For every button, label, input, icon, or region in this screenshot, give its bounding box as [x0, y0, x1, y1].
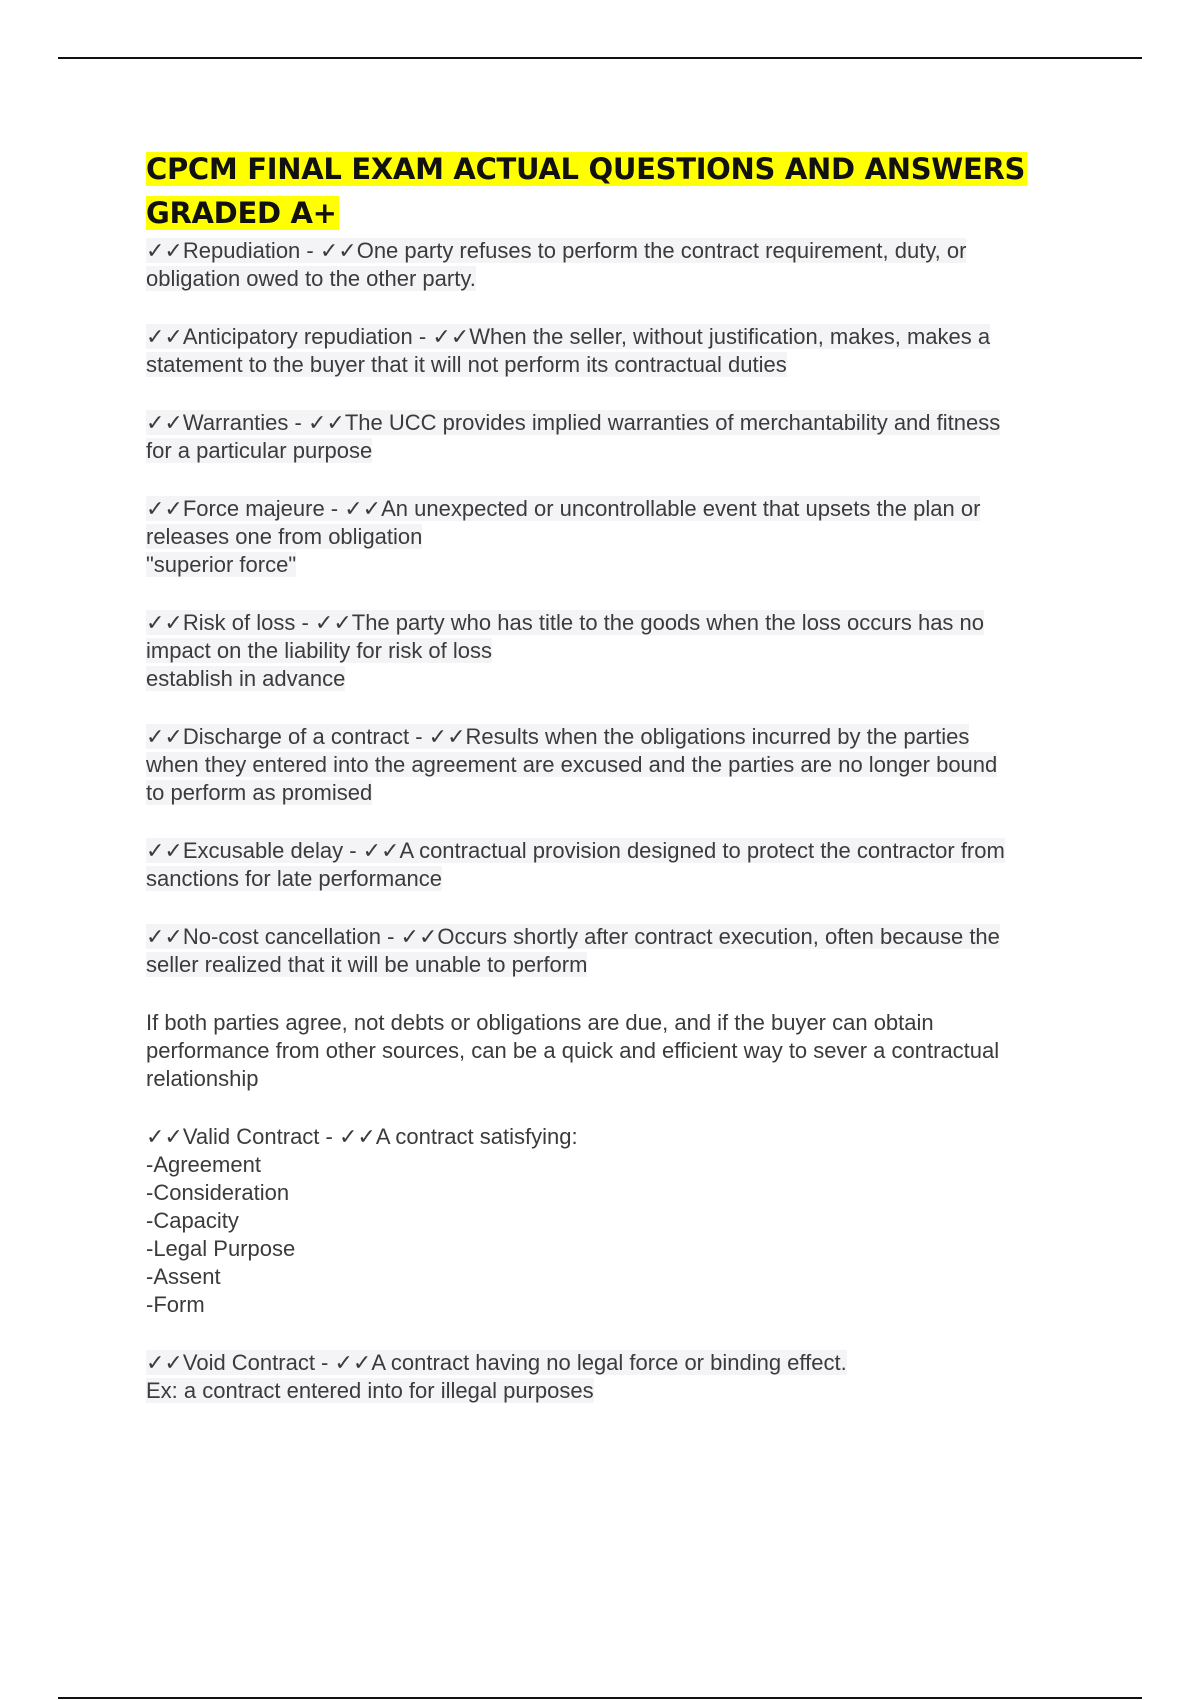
entry-line: relationship: [146, 1066, 259, 1091]
entry-line: ✓✓Valid Contract - ✓✓A contract satisfying:: [146, 1124, 578, 1149]
entry-line: If both parties agree, not debts or obligations are due, and if the buyer can obtain: [146, 1010, 934, 1035]
entry-warranties: [146, 409, 1106, 465]
document-body: [146, 147, 1106, 1435]
entry-line: ✓✓Repudiation - ✓✓One party refuses to perform the contract requirement, duty, or: [146, 238, 967, 263]
entry-line: sanctions for late performance: [146, 866, 442, 891]
bottom-rule: [58, 1697, 1142, 1699]
entry-line: ✓✓No-cost cancellation - ✓✓Occurs shortly after contract execution, often because the: [146, 924, 1000, 949]
entry-line: to perform as promised: [146, 780, 373, 805]
entry-line: -Legal Purpose: [146, 1236, 296, 1261]
title-line-1: CPCM FINAL EXAM ACTUAL QUESTIONS AND ANSWERS: [146, 152, 1026, 186]
document-title: [146, 147, 1106, 235]
entry-line: when they entered into the agreement are excused and the parties are no longer bound: [146, 752, 998, 777]
entry-anticipatory-repudiation: [146, 323, 1106, 379]
entry-risk-of-loss: [146, 609, 1106, 693]
title-line-2: GRADED A+: [146, 196, 337, 230]
entry-line: for a particular purpose: [146, 438, 373, 463]
entry-line: ✓✓Excusable delay - ✓✓A contractual provision designed to protect the contractor from: [146, 838, 1005, 863]
entry-line: establish in advance: [146, 666, 346, 691]
entry-line: -Capacity: [146, 1208, 239, 1233]
entry-line: ✓✓Void Contract - ✓✓A contract having no legal force or binding effect.: [146, 1350, 847, 1375]
entry-line: ✓✓Risk of loss - ✓✓The party who has title to the goods when the loss occurs has no: [146, 610, 985, 635]
entry-discharge-of-contract: [146, 723, 1106, 807]
entry-void-contract: [146, 1349, 1106, 1405]
entry-force-majeure: [146, 495, 1106, 579]
entry-line: obligation owed to the other party.: [146, 266, 476, 291]
entry-no-cost-cancellation-note: [146, 1009, 1106, 1093]
entry-line: ✓✓Force majeure - ✓✓An unexpected or uncontrollable event that upsets the plan or: [146, 496, 981, 521]
entry-line: releases one from obligation: [146, 524, 423, 549]
entry-line: performance from other sources, can be a quick and efficient way to sever a contractual: [146, 1038, 1000, 1063]
top-rule: [58, 57, 1142, 59]
entry-line: -Consideration: [146, 1180, 290, 1205]
entry-line: statement to the buyer that it will not perform its contractual duties: [146, 352, 787, 377]
entry-line: ✓✓Anticipatory repudiation - ✓✓When the seller, without justification, makes, makes a: [146, 324, 991, 349]
entry-line: seller realized that it will be unable to perform: [146, 952, 588, 977]
entry-valid-contract: [146, 1123, 1106, 1319]
entry-line: ✓✓Warranties - ✓✓The UCC provides implied warranties of merchantability and fitness: [146, 410, 1001, 435]
entry-line: -Form: [146, 1292, 205, 1317]
entry-no-cost-cancellation: [146, 923, 1106, 979]
entry-line: ✓✓Discharge of a contract - ✓✓Results when the obligations incurred by the parties: [146, 724, 970, 749]
entry-line: "superior force": [146, 552, 297, 577]
entry-line: impact on the liability for risk of loss: [146, 638, 493, 663]
entry-excusable-delay: [146, 837, 1106, 893]
entry-line: -Agreement: [146, 1152, 261, 1177]
entry-line: Ex: a contract entered into for illegal purposes: [146, 1378, 594, 1403]
entry-repudiation: [146, 237, 1106, 293]
entry-line: -Assent: [146, 1264, 221, 1289]
